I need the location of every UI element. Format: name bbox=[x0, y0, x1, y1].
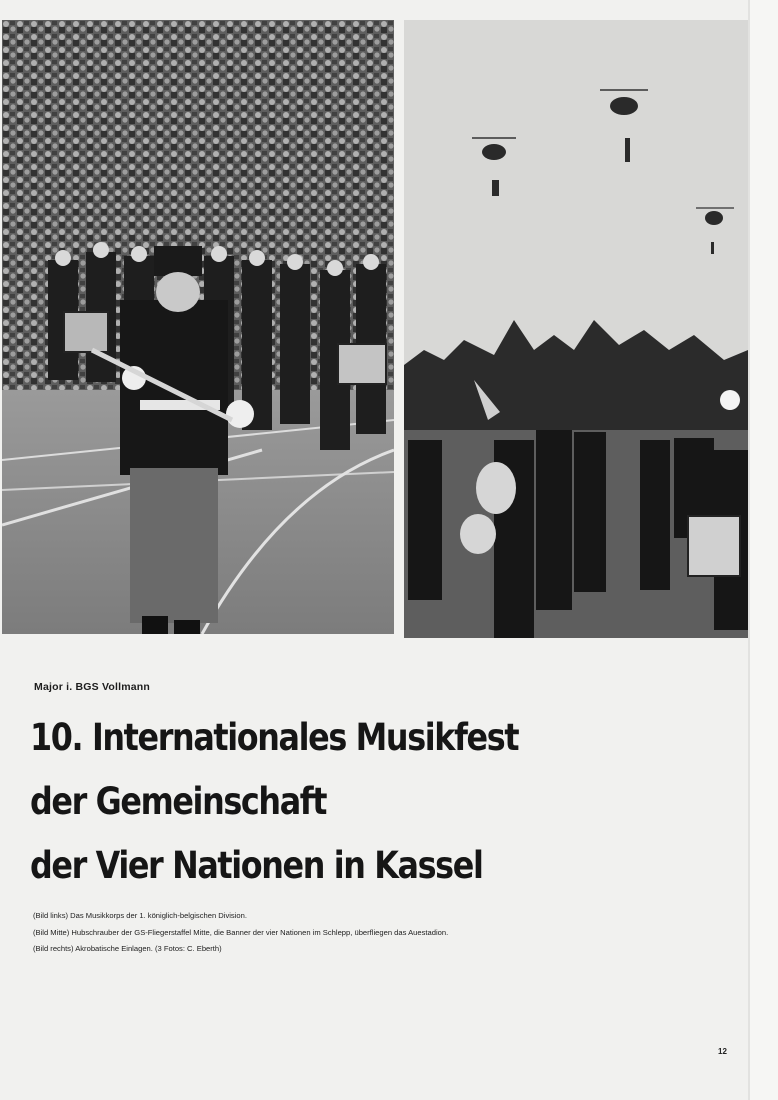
caption-middle: (Bild Mitte) Hubschrauber der GS-Fliegerstaffel Mitte, die Banner der vier Nationen im Schlepp, überfliegen das Auestadion. bbox=[33, 927, 449, 937]
headline-line-3: der Vier Nationen in Kassel bbox=[30, 844, 483, 887]
headline-line-1: 10. Internationales Musikfest bbox=[30, 716, 519, 759]
photo-belgian-music-corps bbox=[2, 20, 394, 634]
author-byline: Major i. BGS Vollmann bbox=[34, 681, 151, 693]
headline-line-2: der Gemeinschaft bbox=[30, 780, 327, 823]
photo-belgian-music-corps-image bbox=[2, 20, 394, 634]
page-number: 12 bbox=[718, 1047, 727, 1056]
article-headline bbox=[30, 706, 519, 898]
caption-right: (Bild rechts) Akrobatische Einlagen. (3 Fotos: C. Eberth) bbox=[33, 944, 222, 954]
caption-left: (Bild links) Das Musikkorps der 1. königlich-belgischen Division. bbox=[33, 911, 247, 920]
photo-helicopters-over-stadium-image bbox=[404, 20, 748, 638]
photo-helicopters-over-stadium bbox=[404, 20, 748, 638]
photo-captions bbox=[33, 911, 485, 961]
